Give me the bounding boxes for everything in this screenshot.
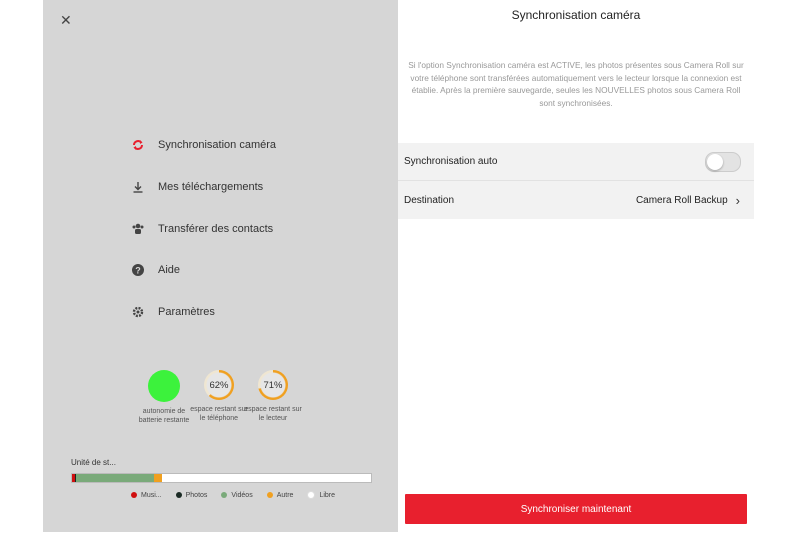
page-title: Synchronisation caméra bbox=[511, 8, 641, 22]
stat-caption: autonomie de batterie restante bbox=[138, 408, 190, 424]
storage-segment bbox=[154, 474, 161, 482]
battery-stat bbox=[134, 370, 194, 425]
stat-value: 71% bbox=[263, 379, 283, 391]
help-icon bbox=[131, 263, 145, 277]
menu-item-label: Paramètres bbox=[158, 306, 215, 318]
svg-text:?: ? bbox=[135, 265, 141, 276]
phone-space-indicator bbox=[204, 370, 234, 400]
legend-item bbox=[131, 492, 162, 499]
legend-label: Musi... bbox=[141, 491, 162, 499]
legend-item bbox=[267, 492, 294, 499]
stat-value: 62% bbox=[209, 379, 229, 391]
storage-segment bbox=[76, 474, 154, 482]
gear-icon bbox=[131, 305, 145, 319]
toggle-knob bbox=[707, 154, 723, 170]
storage-title: Unité de st... bbox=[71, 458, 116, 467]
menu-item-label: Mes téléchargements bbox=[158, 181, 264, 193]
legend-item bbox=[221, 492, 252, 499]
legend-label: Autre bbox=[276, 491, 294, 499]
legend-label: Libre bbox=[319, 491, 336, 499]
drive-space-indicator bbox=[258, 370, 288, 400]
menu-item-help[interactable] bbox=[131, 258, 180, 282]
destination-value: Camera Roll Backup bbox=[635, 194, 728, 206]
menu-item-label: Synchronisation caméra bbox=[158, 139, 277, 151]
legend-dot bbox=[307, 491, 315, 499]
sidebar bbox=[43, 0, 398, 532]
stat-caption: espace restant sur le téléphone bbox=[190, 406, 248, 422]
storage-legend bbox=[131, 491, 349, 499]
legend-dot bbox=[176, 492, 182, 498]
legend-item bbox=[176, 492, 208, 499]
menu-item-label: Aide bbox=[158, 264, 181, 276]
chevron-right-icon: › bbox=[735, 192, 740, 208]
menu-item-label: Transférer des contacts bbox=[158, 223, 274, 235]
storage-bar bbox=[71, 473, 372, 483]
auto-sync-row bbox=[398, 143, 754, 181]
menu-item-settings[interactable] bbox=[131, 300, 215, 324]
menu-item-transfer-contacts[interactable] bbox=[131, 217, 273, 241]
menu-item-downloads[interactable] bbox=[131, 175, 263, 199]
legend-dot bbox=[131, 492, 137, 498]
battery-indicator bbox=[148, 370, 180, 402]
auto-sync-label: Synchronisation auto bbox=[404, 156, 498, 167]
close-icon[interactable]: ✕ bbox=[60, 12, 72, 28]
menu-item-sync-camera[interactable] bbox=[131, 133, 276, 157]
legend-dot bbox=[221, 492, 227, 498]
sync-icon bbox=[131, 138, 145, 152]
destination-label: Destination bbox=[404, 194, 455, 206]
sync-now-button[interactable]: Synchroniser maintenant bbox=[405, 494, 747, 524]
phone-space-stat bbox=[189, 370, 249, 423]
legend-dot bbox=[267, 492, 273, 498]
description-text: Si l'option Synchronisation caméra est ACTIVE, les photos présentes sous Camera Roll sur votre téléphone sont transférées automatiquement vers le lecteur lorsque la connexion est établie. Après la première sauvegarde, seules les NOUVELLES photos sous Camera Roll sont synchronisées. bbox=[408, 60, 744, 108]
legend-item bbox=[307, 491, 335, 499]
legend-label: Vidéos bbox=[231, 491, 253, 499]
legend-label: Photos bbox=[185, 491, 208, 499]
stat-caption: espace restant sur le lecteur bbox=[244, 406, 302, 422]
storage-segment bbox=[162, 474, 371, 482]
destination-row[interactable] bbox=[398, 181, 754, 219]
contacts-icon bbox=[131, 222, 145, 236]
auto-sync-toggle[interactable] bbox=[705, 152, 741, 172]
download-icon bbox=[131, 180, 145, 194]
drive-space-stat bbox=[243, 370, 303, 423]
